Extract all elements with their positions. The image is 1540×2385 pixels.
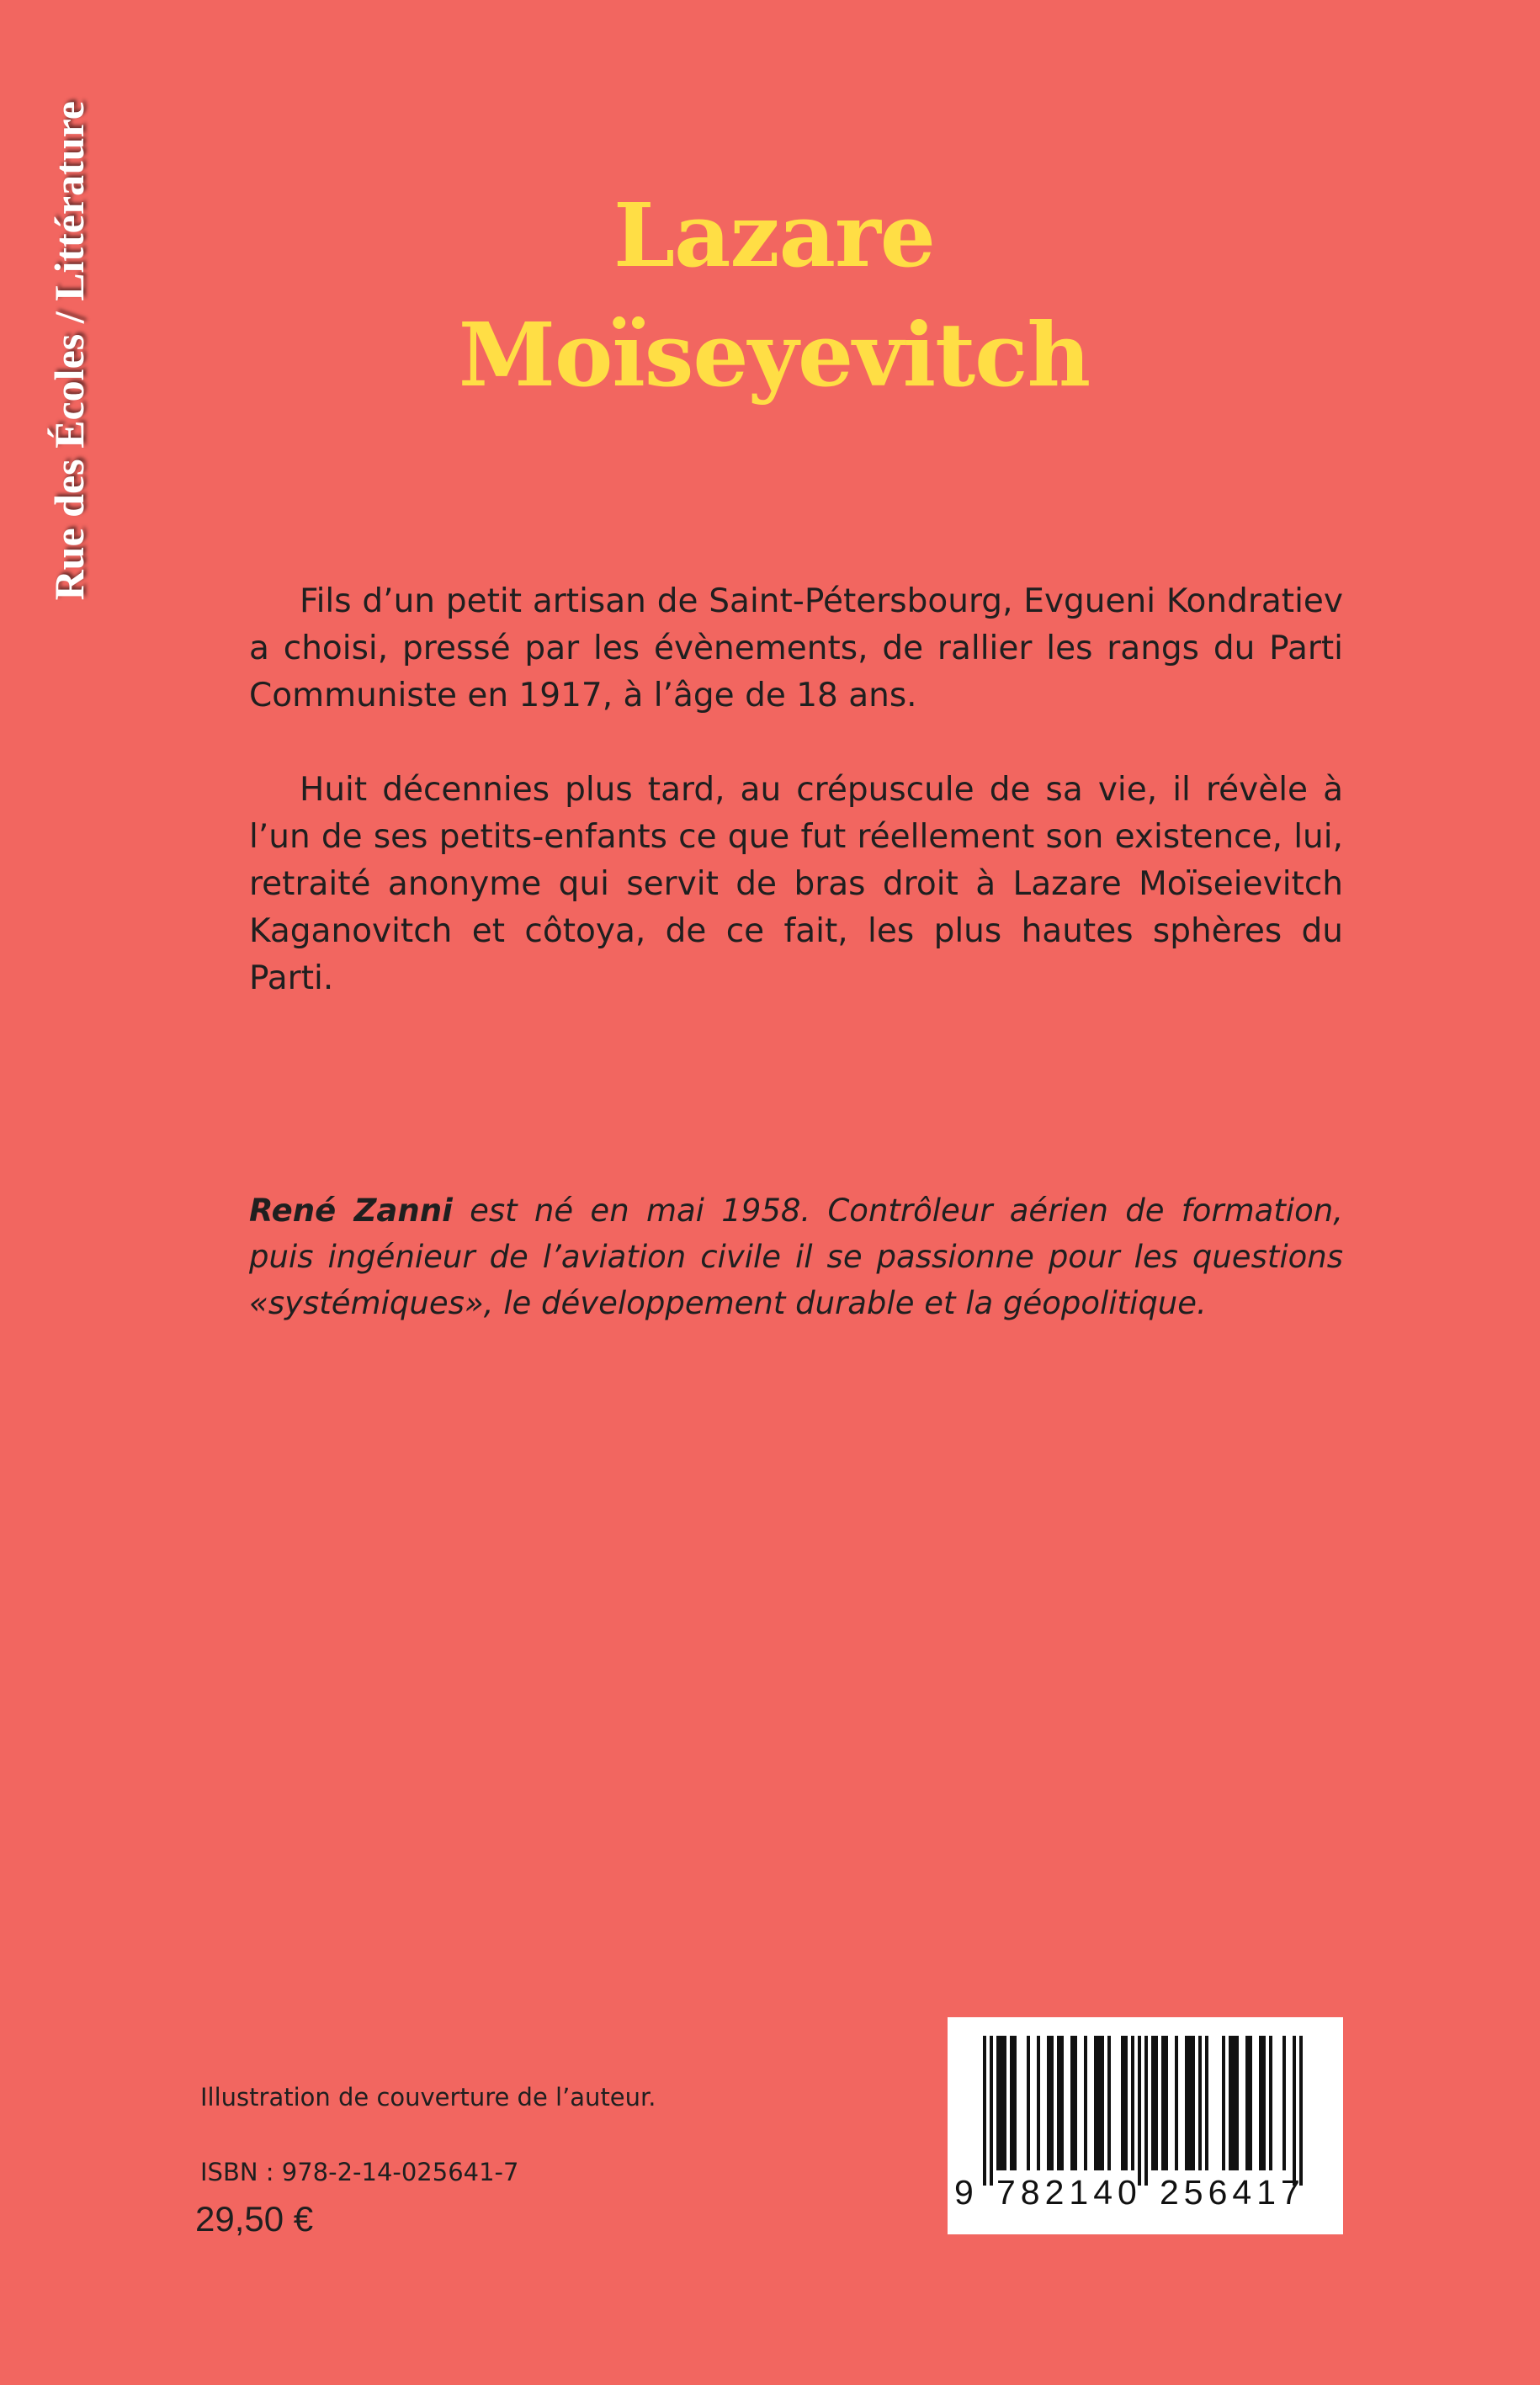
- barcode-bar: [1293, 2036, 1296, 2186]
- barcode-bar: [1151, 2036, 1158, 2170]
- barcode-bar: [1010, 2036, 1017, 2170]
- barcode-bar: [990, 2036, 993, 2186]
- barcode-bar: [1107, 2036, 1111, 2170]
- price: 29,50 €: [195, 2199, 314, 2239]
- barcode-bar: [1259, 2036, 1266, 2170]
- barcode-bar: [1229, 2036, 1239, 2170]
- barcode-bar: [1245, 2036, 1252, 2170]
- barcode-bar: [1205, 2036, 1208, 2170]
- summary-paragraph-2: [249, 767, 1343, 1002]
- barcode-bar: [1198, 2036, 1202, 2170]
- author-bio-text: est né en mai 1958. Contrôleur aérien de formation, puis ingénieur de l’aviation civile il se passionne pour les questions «systémiques», le développement durable et la géopolitique.: [249, 1192, 1343, 1321]
- summary-paragraph-2-text: Huit décennies plus tard, au crépuscule de sa vie, il révèle à l’un de ses petits-enfants ce que fut réellement son existence, lui, retraité anonyme qui servit de bras droit à Lazare Moïseievitch Kaganovitch et côtoya, de ce fait, les plus hautes sphères du Parti.: [249, 771, 1343, 997]
- summary-paragraph-1: [249, 578, 1343, 720]
- series-label-container: [44, 101, 94, 732]
- barcode-bar: [1027, 2036, 1030, 2170]
- barcode-bar: [1269, 2036, 1272, 2170]
- isbn: ISBN : 978-2-14-025641-7: [200, 2158, 519, 2186]
- barcode-bar: [1161, 2036, 1168, 2170]
- barcode-bar: [1144, 2036, 1148, 2186]
- barcode-bar: [1037, 2036, 1040, 2170]
- barcode-right-group: 256417: [1160, 2173, 1305, 2212]
- illustration-credit: Illustration de couverture de l’auteur.: [200, 2083, 656, 2111]
- title-line-2: Moïseyevitch: [458, 303, 1091, 406]
- barcode-bar: [1070, 2036, 1077, 2170]
- barcode-first-digit: 9: [954, 2173, 974, 2212]
- barcode-bar: [996, 2036, 1006, 2170]
- barcode-bar: [1282, 2036, 1286, 2170]
- barcode-bar: [1299, 2036, 1303, 2186]
- barcode-bar: [1094, 2036, 1104, 2170]
- author-bio: [249, 1187, 1343, 1326]
- barcode-bar: [1131, 2036, 1134, 2170]
- series-label: Rue des Écoles / Littérature: [45, 101, 93, 601]
- barcode: [948, 2017, 1343, 2234]
- barcode-bar: [1121, 2036, 1128, 2170]
- barcode-bar: [1084, 2036, 1087, 2170]
- barcode-bar: [1057, 2036, 1064, 2170]
- barcode-bar: [1047, 2036, 1054, 2170]
- barcode-bar: [1222, 2036, 1225, 2170]
- barcode-digits: [948, 2167, 1343, 2218]
- summary-paragraph-1-text: Fils d’un petit artisan de Saint-Pétersbourg, Evgueni Kondratiev a choisi, pressé par les évènements, de rallier les rangs du Parti Communiste en 1917, à l’âge de 18 ans.: [249, 582, 1343, 714]
- barcode-bar: [1138, 2036, 1141, 2186]
- author-name: René Zanni: [249, 1192, 453, 1229]
- title-line-1: Lazare: [613, 183, 935, 287]
- barcode-bar: [1185, 2036, 1195, 2170]
- barcode-bar: [983, 2036, 986, 2186]
- barcode-left-group: 782140: [996, 2173, 1142, 2212]
- barcode-bar: [1175, 2036, 1178, 2170]
